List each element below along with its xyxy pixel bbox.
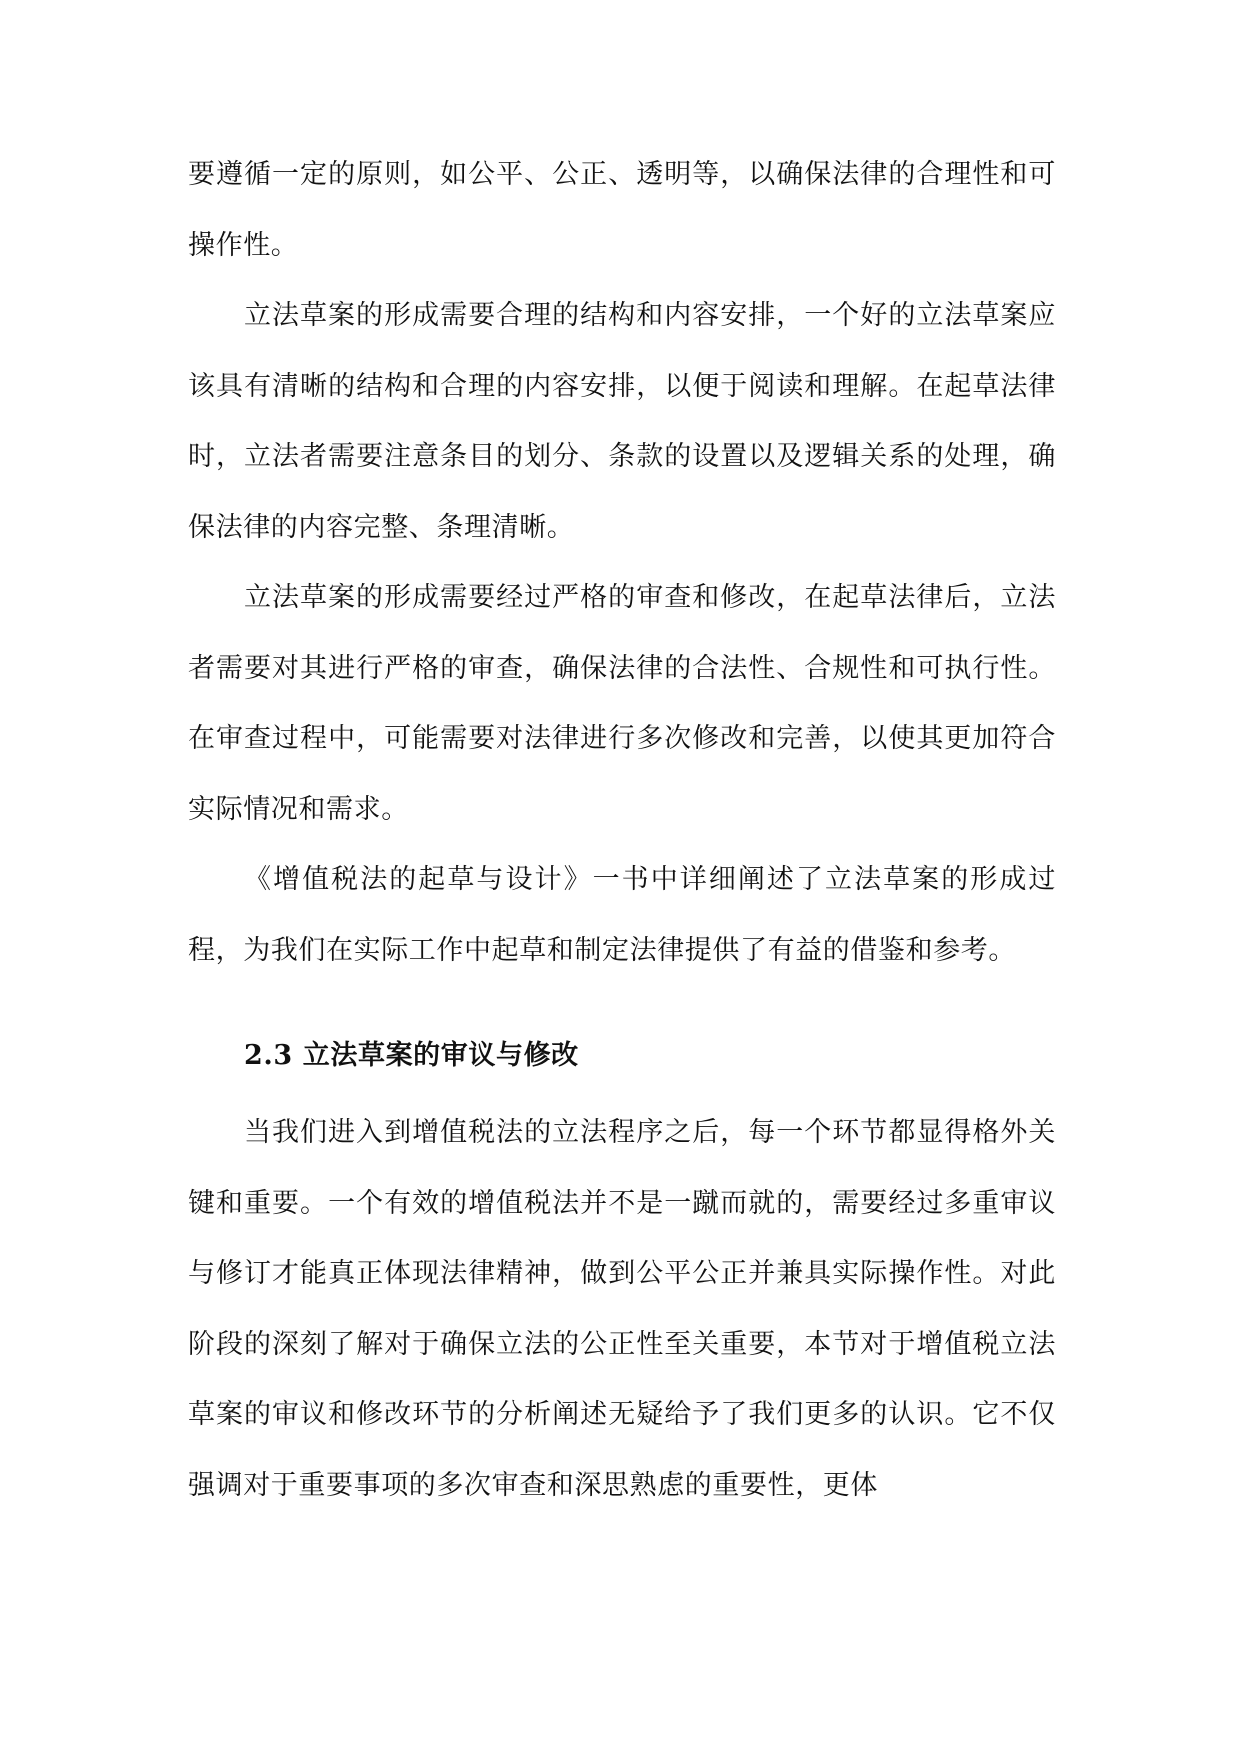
paragraph: 当我们进入到增值税法的立法程序之后，每一个环节都显得格外关键和重要。一个有效的增值税法并不是一蹴而就的，需要经过多重审议与修订才能真正体现法律精神，做到公平公正并兼具实际操作性。对此阶段的深刻了解对于确保立法的公正性至关重要，本节对于增值税立法草案的审议和修改环节的分析阐述无疑给予了我们更多的认识。它不仅强调对于重要事项的多次审查和深思熟虑的重要性，更体	[188, 1117, 1056, 1501]
paragraph: 立法草案的形成需要合理的结构和内容安排，一个好的立法草案应该具有清晰的结构和合理的内容安排，以便于阅读和理解。在起草法律时，立法者需要注意条目的划分、条款的设置以及逻辑关系的处理，确保法律的内容完整、条理清晰。	[188, 300, 1056, 543]
paragraph-continuation: 要遵循一定的原则，如公平、公正、透明等，以确保法律的合理性和可操作性。	[188, 159, 1056, 261]
paragraph: 《增值税法的起草与设计》一书中详细阐述了立法草案的形成过程，为我们在实际工作中起草和制定法律提供了有益的借鉴和参考。	[188, 864, 1056, 966]
paragraph: 立法草案的形成需要经过严格的审查和修改，在起草法律后，立法者需要对其进行严格的审查，确保法律的合法性、合规性和可执行性。在审查过程中，可能需要对法律进行多次修改和完善，以使其更加符合实际情况和需求。	[188, 582, 1056, 825]
page-content	[188, 140, 1056, 1521]
section-heading: 2.3 立法草案的审议与修改	[244, 1040, 579, 1071]
